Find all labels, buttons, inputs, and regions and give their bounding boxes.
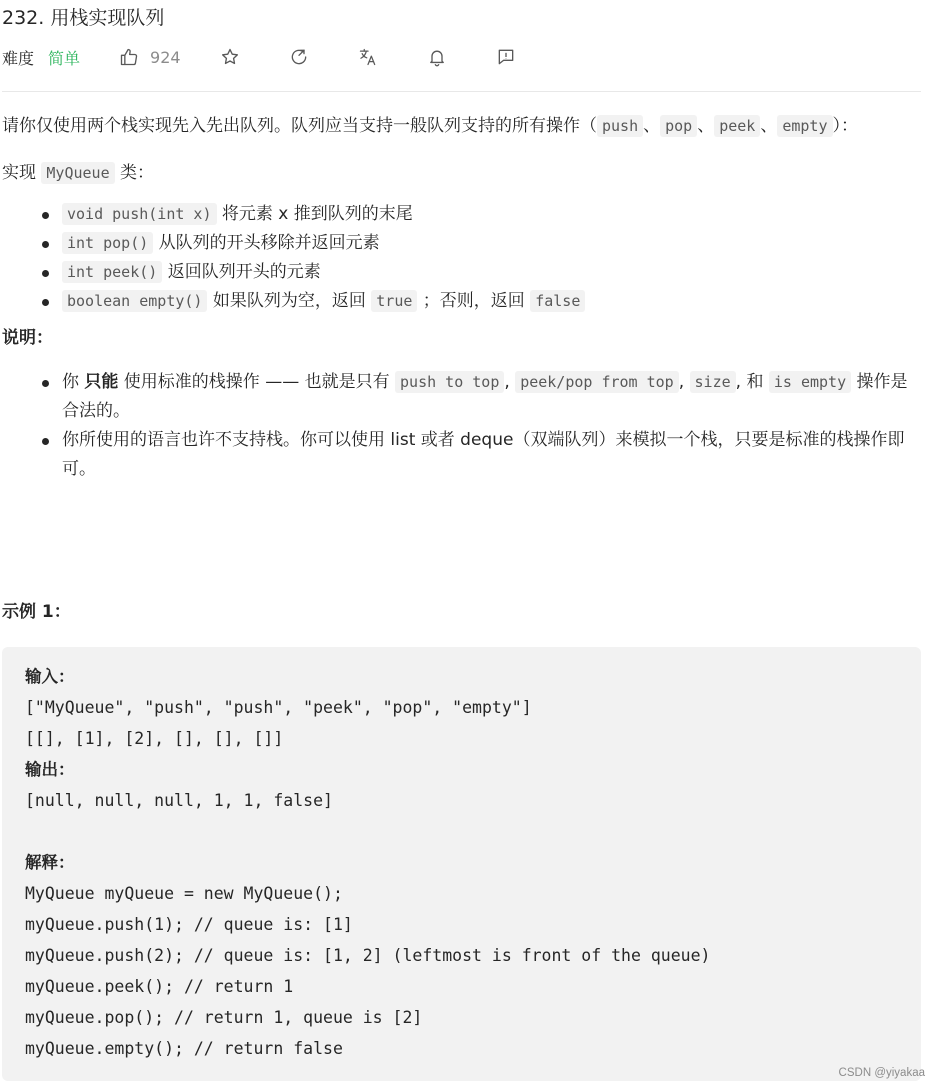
inline-code: int pop(): [62, 232, 153, 254]
explain-line: myQueue.empty(); // return false: [25, 1039, 343, 1058]
input-line: [[], [1], [2], [], [], []]: [25, 729, 284, 748]
explain-line: myQueue.peek(); // return 1: [25, 977, 294, 996]
note-text: 你所使用的语言也许不支持栈。你可以使用 list 或者 deque（双端队列）来模拟一个栈，只要是标准的栈操作即可。: [62, 430, 905, 479]
problem-description: [2, 112, 924, 484]
intro-end: ）：: [832, 116, 858, 136]
share-icon[interactable]: [288, 46, 310, 68]
inline-code: false: [530, 290, 585, 312]
inline-code: push to top: [395, 371, 504, 393]
note-text: 操作是合法的。: [62, 372, 908, 421]
input-line: ["MyQueue", "push", "push", "peek", "pop", "empty"]: [25, 698, 532, 717]
emphasis: 只能: [84, 372, 119, 392]
inline-code: peek: [714, 115, 760, 137]
intro-text: 请你仅使用两个栈实现先入先出队列。队列应当支持一般队列支持的所有操作（: [2, 116, 597, 136]
notes-list: [2, 368, 924, 484]
note-heading: 说明：: [2, 328, 53, 348]
explain-line: myQueue.push(1); // queue is: [1]: [25, 915, 353, 934]
difficulty-badge: 简单: [48, 48, 81, 68]
separator: ,: [678, 372, 690, 392]
header-divider: [2, 91, 921, 92]
watermark: CSDN @yiyakaa: [838, 1067, 925, 1079]
list-item: [62, 229, 924, 258]
difficulty-label: 难度: [2, 48, 35, 68]
list-item: [62, 258, 924, 287]
inline-code: int peek(): [62, 261, 162, 283]
implement-paragraph: [2, 159, 924, 188]
inline-code: size: [690, 371, 736, 393]
separator: ,: [504, 372, 516, 392]
separator: 、: [760, 116, 778, 136]
thumbs-up-icon[interactable]: [118, 46, 140, 68]
inline-code: is empty: [769, 371, 851, 393]
inline-code: peek/pop from top: [515, 371, 679, 393]
problem-title: 232. 用栈实现队列: [2, 7, 165, 29]
example-content: [25, 661, 710, 1064]
separator: , 和: [735, 372, 769, 392]
list-item-text: 返回队列开头的元素: [162, 262, 321, 282]
like-count: 924: [150, 47, 181, 67]
list-item: [62, 368, 924, 426]
inline-code: boolean empty(): [62, 290, 207, 312]
list-item: [62, 287, 924, 316]
explain-label: 解释：: [25, 853, 75, 872]
list-item-text: 从队列的开头移除并返回元素: [153, 233, 380, 253]
inline-code: empty: [777, 115, 832, 137]
input-label: 输入：: [25, 667, 75, 686]
separator: 、: [697, 116, 715, 136]
inline-code: pop: [660, 115, 697, 137]
separator: 、: [643, 116, 661, 136]
implement-text: 实现: [2, 163, 42, 183]
explain-line: myQueue.pop(); // return 1, queue is [2]: [25, 1008, 423, 1027]
blank-line: [25, 816, 710, 847]
intro-paragraph: [2, 112, 924, 141]
star-icon[interactable]: [219, 46, 241, 68]
list-item: [62, 200, 924, 229]
inline-code: true: [371, 290, 417, 312]
inline-code: MyQueue: [41, 162, 114, 184]
note-text: 你: [62, 372, 85, 392]
implement-end: 类：: [114, 163, 155, 183]
output-line: [null, null, null, 1, 1, false]: [25, 791, 333, 810]
note-text: 使用标准的栈操作 —— 也就是只有: [118, 372, 396, 392]
translate-icon[interactable]: [357, 46, 379, 68]
inline-code: void push(int x): [62, 203, 217, 225]
example-code-block: [2, 647, 921, 1081]
bell-icon[interactable]: [426, 46, 448, 68]
inline-code: push: [597, 115, 643, 137]
output-label: 输出：: [25, 760, 75, 779]
explain-line: myQueue.push(2); // queue is: [1, 2] (leftmost is front of the queue): [25, 946, 711, 965]
explain-line: MyQueue myQueue = new MyQueue();: [25, 884, 343, 903]
list-item: [62, 426, 924, 484]
list-item-text: 将元素 x 推到队列的末尾: [216, 204, 413, 224]
list-item-text: ；否则，返回: [417, 291, 531, 311]
list-item-text: 如果队列为空，返回: [207, 291, 372, 311]
feedback-icon[interactable]: [495, 46, 517, 68]
operations-list: [2, 200, 924, 316]
problem-meta-bar: [2, 43, 517, 71]
example-heading: 示例 1：: [2, 602, 71, 622]
